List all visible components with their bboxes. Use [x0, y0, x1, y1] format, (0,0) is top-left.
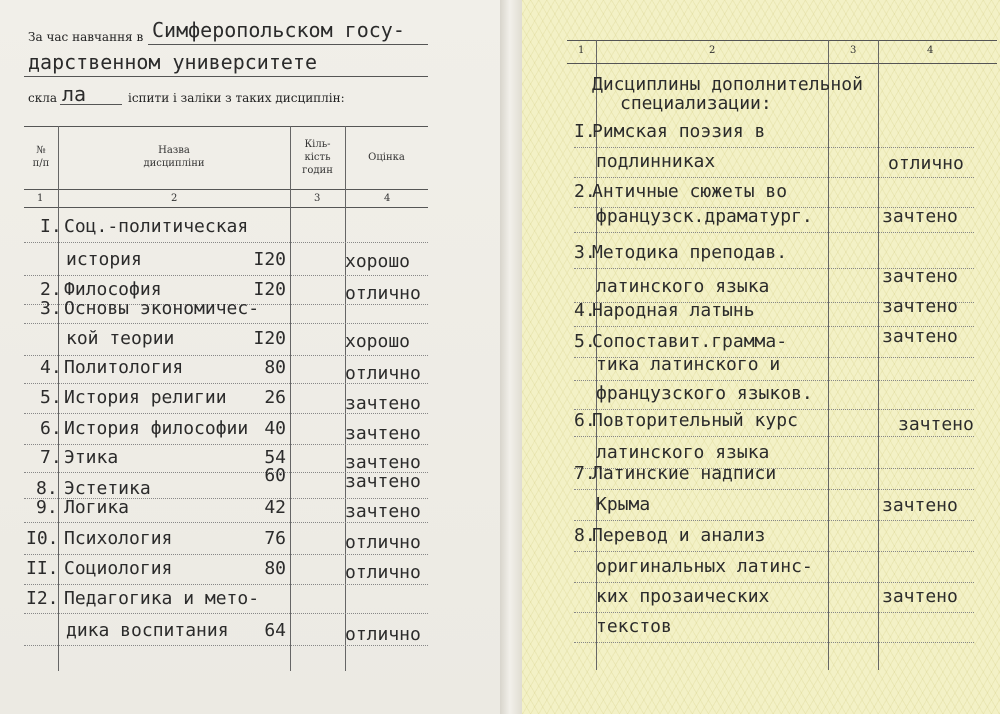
hours-value: 60 — [264, 465, 286, 486]
grade-value: зачтено — [882, 206, 958, 227]
row-number: I2. — [26, 588, 59, 609]
row-rule — [24, 444, 428, 445]
table-number-rule — [24, 207, 428, 208]
row-rule — [574, 582, 974, 583]
header-suffix: іспити і заліки з таких дисциплін: — [128, 91, 345, 105]
grade-value: отлично — [345, 283, 421, 304]
header-typed-suffix: ла — [62, 82, 87, 106]
row-rule — [574, 612, 974, 613]
table-header-rule — [24, 189, 428, 190]
row-rule — [24, 584, 428, 585]
hours-value: I20 — [253, 279, 286, 300]
grade-value: зачтено — [345, 501, 421, 522]
row-number: 4. — [40, 357, 62, 378]
university-name-line2: дарственном университете — [28, 50, 317, 74]
grade-value: зачтено — [882, 326, 958, 347]
row-number: 5. — [40, 387, 62, 408]
col-header-grade: Оцінка — [368, 152, 405, 163]
hours-value: I20 — [253, 249, 286, 270]
discipline-name: Сопоставит.грамма- — [592, 331, 788, 352]
row-number: 7. — [574, 463, 596, 484]
col-header-hours: Кіль- кість годин — [302, 139, 333, 176]
row-number: 2. — [40, 279, 62, 300]
discipline-name: оригинальных латинс- — [596, 556, 813, 577]
discipline-name: кой теории — [66, 328, 175, 349]
section-title-line2: специализации: — [620, 93, 772, 114]
grade-value: зачтено — [882, 495, 958, 516]
hours-value: 80 — [264, 357, 286, 378]
row-number: 4. — [574, 300, 596, 321]
col-header-number: № п/п — [32, 145, 50, 169]
right-col-divider-2 — [828, 40, 829, 670]
right-table-top-rule — [567, 40, 997, 41]
discipline-name: ких прозаических — [596, 586, 770, 607]
row-rule — [24, 554, 428, 555]
right-col-number-3: 3 — [850, 45, 857, 56]
grade-value: отлично — [345, 624, 421, 645]
discipline-name: История философии — [64, 418, 249, 439]
header-underline-3 — [60, 104, 122, 105]
grade-value: зачтено — [345, 452, 421, 473]
hours-value: 80 — [264, 558, 286, 579]
row-number: I. — [40, 216, 62, 237]
discipline-name: Римская поэзия в — [592, 121, 766, 142]
discipline-name: Педагогика и мето- — [64, 588, 260, 609]
row-rule — [574, 380, 974, 381]
discipline-name: французского языков. — [596, 383, 813, 404]
discipline-name: Логика — [64, 497, 130, 518]
row-rule — [574, 232, 974, 233]
row-number: I0. — [26, 528, 59, 549]
row-number: 6. — [40, 418, 62, 439]
discipline-name: Соц.-политическая — [64, 216, 249, 237]
hours-value: 26 — [264, 387, 286, 408]
row-rule — [24, 613, 428, 614]
row-rule — [574, 177, 974, 178]
hours-value: 54 — [264, 447, 286, 468]
row-number: 6. — [574, 410, 596, 431]
section-title-line1: Дисциплины дополнительной — [592, 74, 863, 95]
row-rule — [24, 242, 428, 243]
row-number: 8. — [574, 525, 596, 546]
row-number: 3. — [40, 298, 62, 319]
header-prefix-2: скла — [28, 91, 57, 105]
discipline-name: Политология — [64, 357, 184, 378]
hours-value: 40 — [264, 418, 286, 439]
right-col-number-1: 1 — [578, 45, 585, 56]
grade-value: отлично — [345, 363, 421, 384]
grade-value: отлично — [345, 562, 421, 583]
row-number: II. — [26, 558, 59, 579]
row-rule — [24, 645, 428, 646]
right-page — [522, 0, 1000, 714]
col-divider-2 — [290, 126, 291, 671]
table-top-rule — [24, 126, 428, 127]
discipline-name: История религии — [64, 387, 227, 408]
discipline-name: Перевод и анализ — [592, 525, 766, 546]
discipline-name: Повторительный курс — [592, 410, 798, 431]
grade-value: зачтено — [882, 296, 958, 317]
grade-value: зачтено — [345, 423, 421, 444]
row-rule — [574, 436, 974, 437]
row-rule — [24, 522, 428, 523]
grade-value: зачтено — [345, 393, 421, 414]
row-rule — [574, 642, 974, 643]
discipline-name: латинского языка — [596, 276, 770, 297]
row-rule — [574, 520, 974, 521]
col-number-4: 4 — [384, 193, 391, 204]
grade-value: зачтено — [898, 414, 974, 435]
discipline-name: подлинниках — [596, 151, 716, 172]
row-number: 9. — [36, 497, 58, 518]
discipline-name: Эстетика — [64, 478, 151, 499]
row-rule — [574, 551, 974, 552]
university-name-line1: Симферопольском госу- — [152, 18, 405, 42]
discipline-name: тика латинского и — [596, 354, 781, 375]
right-col-number-4: 4 — [927, 45, 934, 56]
grade-value: зачтено — [345, 471, 421, 492]
right-col-divider-3 — [878, 40, 879, 670]
discipline-name: история — [66, 249, 142, 270]
col-header-discipline: Назва дисципліни — [143, 145, 205, 169]
grade-value: хорошо — [345, 331, 411, 352]
row-number: I. — [574, 121, 596, 142]
discipline-name: Крыма — [596, 494, 651, 515]
grade-value: хорошо — [345, 251, 411, 272]
discipline-name: текстов — [596, 616, 672, 637]
right-col-number-2: 2 — [709, 45, 716, 56]
row-number: 2. — [574, 181, 596, 202]
discipline-name: Социология — [64, 558, 173, 579]
row-rule — [24, 275, 428, 276]
discipline-name: Философия — [64, 279, 162, 300]
hours-value: I20 — [253, 328, 286, 349]
row-number: 8. — [36, 478, 58, 499]
grade-value: зачтено — [882, 586, 958, 607]
header-underline-1 — [148, 44, 428, 45]
discipline-name: Этика — [64, 447, 119, 468]
header-underline-2 — [24, 76, 428, 77]
row-rule — [24, 413, 428, 414]
row-number: 5. — [574, 331, 596, 352]
hours-value: 42 — [264, 497, 286, 518]
row-rule — [24, 383, 428, 384]
row-rule — [24, 323, 428, 324]
row-number: 7. — [40, 447, 62, 468]
hours-value: 76 — [264, 528, 286, 549]
hours-value: 64 — [264, 620, 286, 641]
discipline-name: Народная латынь — [592, 300, 755, 321]
discipline-name: Латинские надписи — [592, 463, 777, 484]
grade-value: отлично — [345, 532, 421, 553]
discipline-name: дика воспитания — [66, 620, 229, 641]
header-prefix: За час навчання в — [28, 30, 144, 44]
grade-value: отлично — [888, 153, 964, 174]
discipline-name: французск.драматург. — [596, 206, 813, 227]
book-spine — [500, 0, 522, 714]
col-number-3: 3 — [314, 193, 321, 204]
row-rule — [574, 489, 974, 490]
col-number-1: 1 — [37, 193, 44, 204]
row-rule — [24, 355, 428, 356]
discipline-name: Методика преподав. — [592, 242, 788, 263]
discipline-name: Античные сюжеты во — [592, 181, 788, 202]
discipline-name: Психология — [64, 528, 173, 549]
row-rule — [574, 147, 974, 148]
right-table-number-rule — [567, 63, 997, 64]
row-number: 3. — [574, 242, 596, 263]
col-number-2: 2 — [171, 193, 178, 204]
discipline-name: латинского языка — [596, 442, 770, 463]
discipline-name: Основы экономичес- — [64, 298, 260, 319]
grade-value: зачтено — [882, 266, 958, 287]
